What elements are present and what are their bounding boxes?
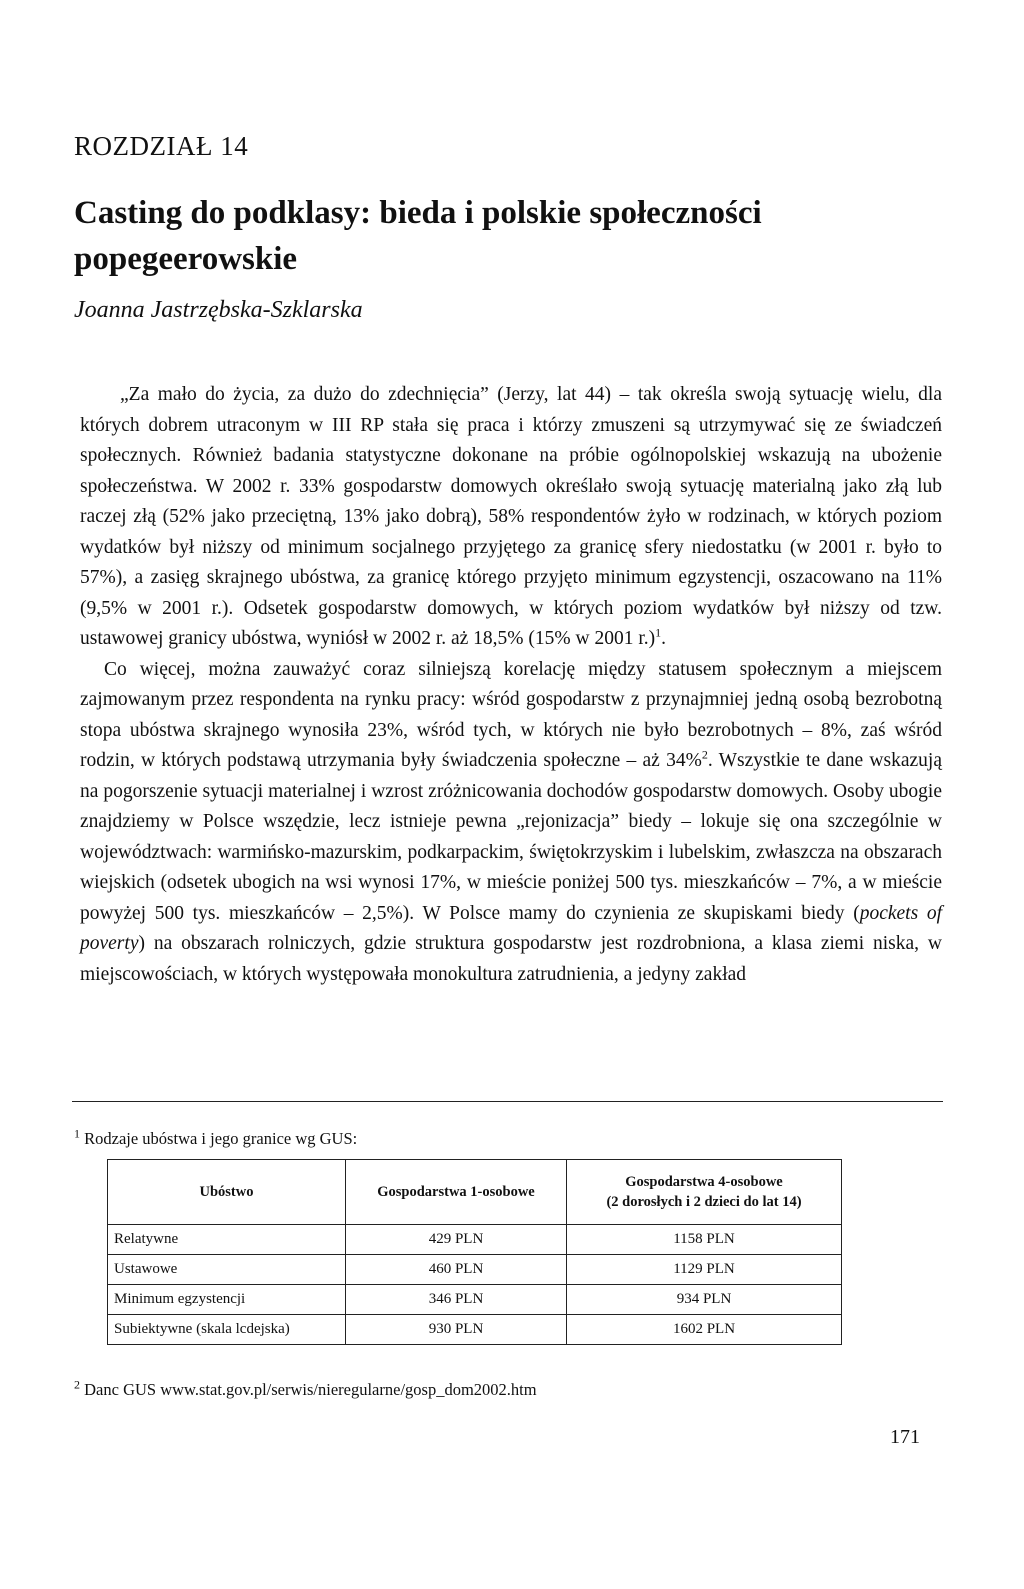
table-cell: 930 PLN xyxy=(346,1315,567,1345)
column-header: Gospodarstwa 1-osobowe xyxy=(346,1160,567,1225)
table-row xyxy=(108,1225,842,1255)
table-cell: 934 PLN xyxy=(567,1285,842,1315)
poverty-thresholds-table xyxy=(107,1159,842,1345)
chapter-label: ROZDZIAŁ 14 xyxy=(74,131,249,161)
footnote-reference: 1 xyxy=(655,625,662,640)
table-cell: Ustawowe xyxy=(108,1255,346,1285)
column-header: Ubóstwo xyxy=(108,1160,346,1225)
page-number: 171 xyxy=(890,1426,920,1448)
table-cell: Subiektywne (skala lcdejska) xyxy=(108,1315,346,1345)
footnote-reference: 2 xyxy=(701,747,708,762)
footnote-1 xyxy=(74,1128,357,1150)
paragraph: „Za mało do życia, za dużo do zdechnięcia” (Jerzy, lat 44) – tak określa swoją sytuację wielu, dla których dobrem utraconym w III RP stała się praca i którzy zmuszeni są utrzymywać się ze świadczeń społecznych. Również badania statystyczne dokonane na próbie ogólnopolskiej wskazują na ubożenie społeczeństwa. W 2002 r. 33% gospodarstw domowych określało swoją sytuację materialną jako złą lub raczej złą (52% jako przeciętną, 13% jako dobrą), 58% respondentów żyło w rodzinach, w których poziom wydatków był niższy od minimum socjalnego przyjętego za granicę sfery niedostatku (w 2001 r. było to 57%), a zasięg skrajnego ubóstwa, za granicę którego przyjęto minimum egzystencji, oszacowano na 11% (9,5% w 2001 r.). Odsetek gospodarstw domowych, w których poziom wydatków był niższy od tzw. ustawowej granicy ubóstwa, wyniósł w 2002 r. aż 18,5% (15% w 2001 r.)$^1$. xyxy=(80,384,942,649)
table-cell: 346 PLN xyxy=(346,1285,567,1315)
footnote-text: Rodzaje ubóstwa i jego granice wg GUS: xyxy=(84,1129,358,1148)
table-cell: 429 PLN xyxy=(346,1225,567,1255)
table-header-row xyxy=(108,1160,842,1225)
table-cell: 460 PLN xyxy=(346,1255,567,1285)
author-name: Joanna Jastrzębska-Szklarska xyxy=(74,297,363,323)
table-cell: 1158 PLN xyxy=(567,1225,842,1255)
footnote-text: Danc GUS www.stat.gov.pl/serwis/nieregularne/gosp_dom2002.htm xyxy=(84,1380,537,1399)
footnote-2 xyxy=(74,1379,537,1401)
footnote-marker: 2 xyxy=(74,1377,80,1392)
table-row xyxy=(108,1285,842,1315)
footnote-separator xyxy=(72,1101,943,1102)
paragraph: Co więcej, można zauważyć coraz silniejszą korelację między statusem społecznym a miejscem zajmowanym przez respondenta na rynku pracy: wśród gospodarstw z przynajmniej jedną osobą bezrobotną stopa ubóstwa skrajnego wynosiła 23%, wśród tych, w których nie było bezrobotnych – 8%, zaś wśród rodzin, w których podstawą utrzymania były świadczenia społeczne – aż 34%$^2$. Wszystkie te dane wskazują na pogorszenie sytuacji materialnej i wzrost zróżnicowania dochodów gospodarstw domowych. Osoby ubogie znajdziemy w Polsce wszędzie, lecz istnieje pewna „rejonizacja” biedy – lokuje się ona szczególnie w województwach: warmińsko-mazurskim, podkarpackim, świętokrzyskim i lubelskim, zwłaszcza na obszarach wiejskich (odsetek ubogich na wsi wynosi 17%, w mieście poniżej 500 tys. mieszkańców – 7%, a w mieście powyżej 500 tys. mieszkańców – 2,5%). W Polsce mamy do czynienia ze skupiskami biedy (pockets of poverty) na obszarach rolniczych, gdzie struktura gospodarstw jest rozdrobniona, a klasa ziemi niska, w miejscowościach, w których występowała monokultura zatrudnienia, a jedyny zakład xyxy=(80,658,942,985)
column-header: Gospodarstwa 4-osobowe (2 dorosłych i 2 dzieci do lat 14) xyxy=(567,1160,842,1225)
chapter-title: Casting do podklasy: bieda i polskie społeczności popegeerowskie xyxy=(74,195,762,277)
table-row xyxy=(108,1255,842,1285)
table-cell: 1129 PLN xyxy=(567,1255,842,1285)
table-row xyxy=(108,1315,842,1345)
table-cell: Relatywne xyxy=(108,1225,346,1255)
table-cell: 1602 PLN xyxy=(567,1315,842,1345)
footnote-marker: 1 xyxy=(74,1126,80,1141)
body-text xyxy=(80,380,942,990)
table-cell: Minimum egzystencji xyxy=(108,1285,346,1315)
